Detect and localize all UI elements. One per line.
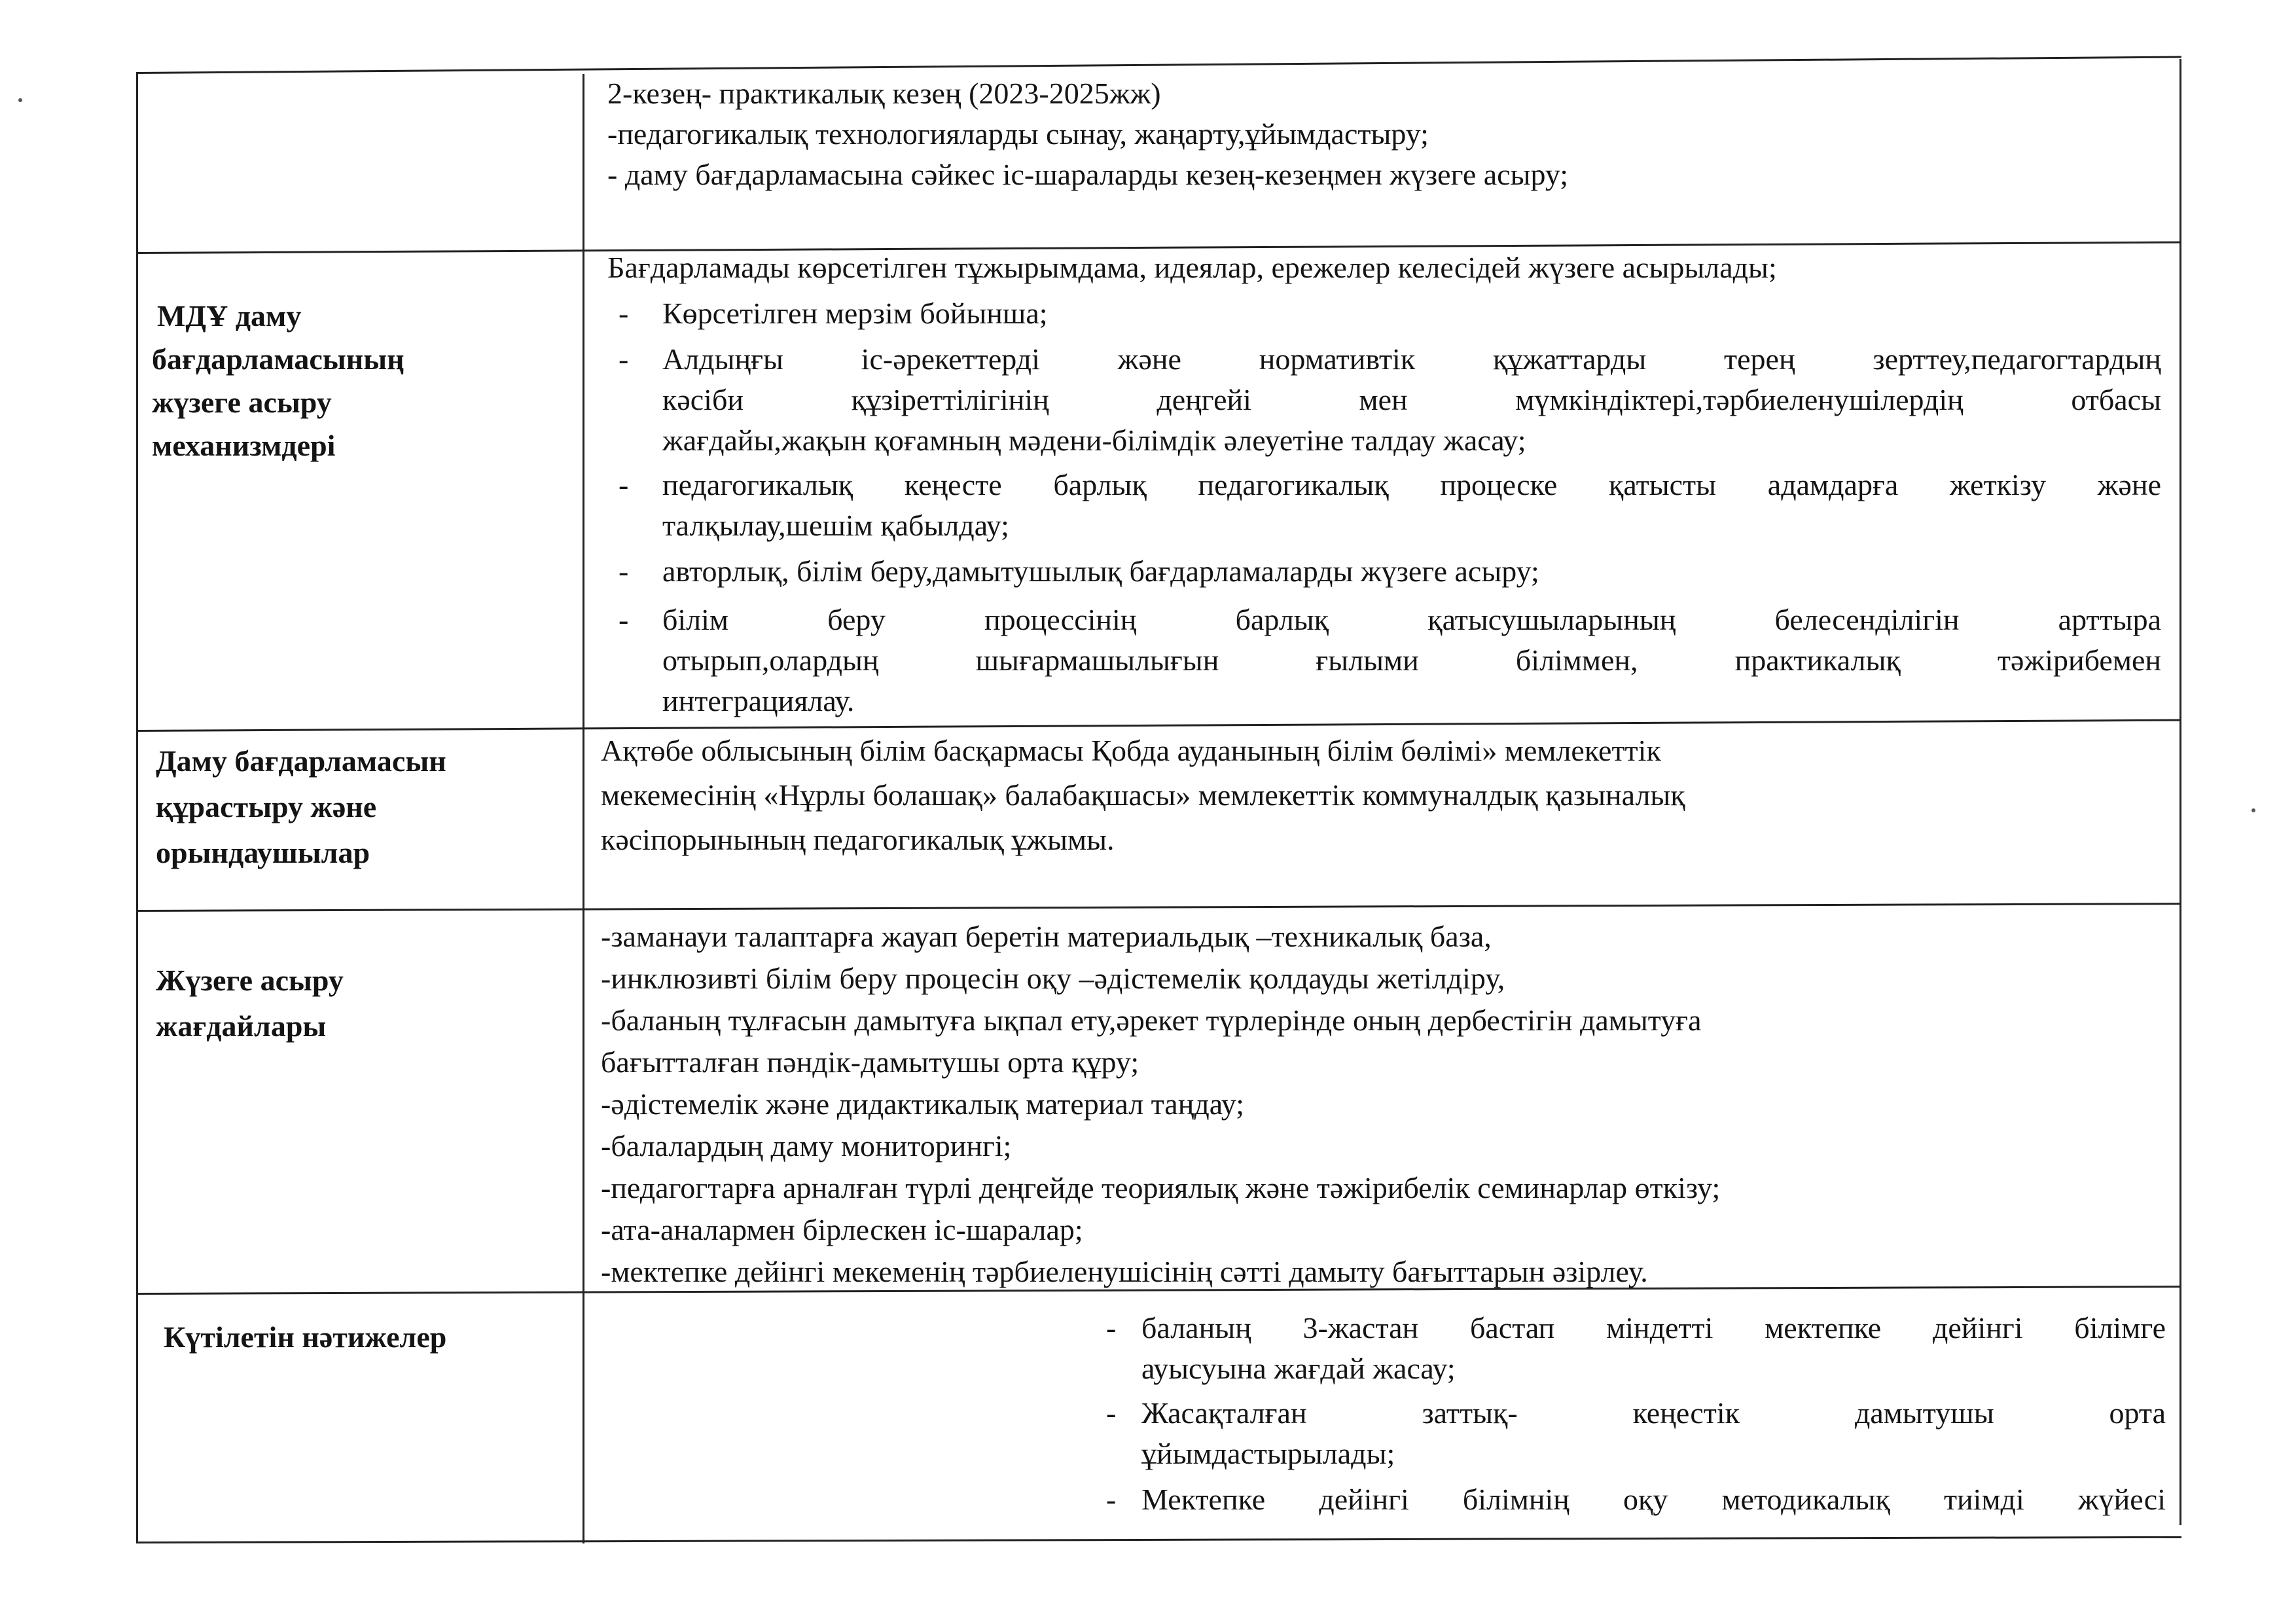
mechanisms-item: талқылау,шешім қабылдау;	[662, 509, 1009, 542]
conditions-line: -әдістемелік және дидактикалық материал таңдау;	[601, 1087, 1244, 1121]
developers-line: Ақтөбе облысының білім басқармасы Қобда ауданының білім бөлімі» мемлекеттік	[601, 734, 1661, 767]
list-dash: -	[1106, 1396, 1117, 1430]
mechanisms-item: білім беру процессінің барлық қатысушыларының белесенділігін арттыра	[662, 603, 2161, 636]
stage-2-line: -педагогикалық технологияларды сынау, жаңарту,ұйымдастыру;	[607, 117, 1429, 151]
stage-2-line: - даму бағдарламасына сәйкес іс-шараларды кезең-кезеңмен жүзеге асыру;	[607, 158, 1569, 191]
list-dash: -	[619, 342, 629, 376]
row-label-line: бағдарламасының	[152, 342, 404, 376]
row-label-line: механизмдері	[152, 429, 336, 462]
list-dash: -	[619, 297, 629, 330]
row-label-line: Даму бағдарламасын	[156, 744, 446, 778]
list-dash: -	[619, 554, 629, 588]
table-bottom-border	[136, 1536, 2181, 1543]
conditions-line: -мектепке дейінгі мекеменің тәрбиеленушісінің сәтті дамыту бағыттарын әзірлеу.	[601, 1255, 1648, 1288]
scan-speck	[18, 98, 22, 102]
row-label-line: Күтілетін нәтижелер	[164, 1320, 447, 1354]
mechanisms-item: жағдайы,жақын қоғамның мәдени-білімдік әлеуетіне талдау жасау;	[662, 424, 1526, 457]
row-label-line: МДҰ даму	[157, 299, 302, 333]
mechanisms-item: отырып,олардың шығармашылығын ғылыми біліммен, практикалық тәжірибемен	[662, 643, 2161, 677]
list-dash: -	[1106, 1311, 1117, 1344]
developers-line: кәсіпорынының педагогикалық ұжымы.	[601, 823, 1115, 856]
mechanisms-item: авторлық, білім беру,дамытушылық бағдарламаларды жүзеге асыру;	[662, 554, 1539, 588]
conditions-line: бағытталған пәндік-дамытушы орта құру;	[601, 1045, 1139, 1079]
list-dash: -	[619, 468, 629, 501]
row-label-line: Жүзеге асыру	[156, 964, 344, 997]
conditions-line: -ата-аналармен бірлескен іс-шаралар;	[601, 1213, 1083, 1246]
developers-line: мекемесінің «Нұрлы болашақ» балабақшасы» мемлекеттік коммуналдық қазыналық	[601, 778, 1685, 812]
row-label-line: құрастыру және	[156, 790, 377, 823]
mechanisms-item: Алдыңғы іс-әрекеттерді және нормативтік құжаттарды терең зерттеу,педагогтардың	[662, 342, 2161, 376]
conditions-line: -баланың тұлғасын дамытуға ықпал ету,әрекет түрлерінде оның дербестігін дамытуға	[601, 1003, 1702, 1037]
mechanisms-item: кәсіби құзіреттілігінің деңгейі мен мүмкіндіктері,тәрбиеленушілердің отбасы	[662, 383, 2161, 416]
table-left-border	[136, 74, 138, 1543]
list-dash: -	[1106, 1483, 1117, 1516]
expected-item: Мектепке дейінгі білімнің оқу методикалық тиімді жүйесі	[1141, 1483, 2166, 1516]
expected-item: ұйымдастырылады;	[1141, 1437, 1395, 1470]
mechanisms-item: педагогикалық кеңесте барлық педагогикалық процеске қатысты адамдарға жеткізу және	[662, 468, 2161, 501]
row-label-line: жағдайлары	[156, 1009, 327, 1043]
table-top-border	[136, 56, 2181, 74]
table-right-border	[2179, 59, 2181, 1525]
row-label-line: жүзеге асыру	[152, 386, 332, 419]
expected-item: баланың 3-жастан бастап міндетті мектепке дейінгі білімге	[1141, 1311, 2166, 1344]
row-divider	[136, 903, 2181, 912]
mechanisms-item: Көрсетілген мерзім бойынша;	[662, 297, 1048, 330]
scan-speck	[2251, 808, 2255, 812]
row-label-line: орындаушылар	[156, 836, 370, 869]
mechanisms-item: интеграциялау.	[662, 684, 855, 717]
conditions-line: -инклюзивті білім беру процесін оқу –әдістемелік қолдауды жетілдіру,	[601, 962, 1505, 995]
mechanisms-intro: Бағдарламады көрсетілген тұжырымдама, идеялар, ережелер келесідей жүзеге асырылады;	[607, 251, 1777, 284]
stage-2-line: 2-кезең- практикалық кезең (2023-2025жж)	[607, 77, 1161, 110]
expected-item: Жасақталған заттық- кеңестік дамытушы орта	[1141, 1396, 2166, 1430]
table-divider-column	[583, 74, 584, 1543]
conditions-line: -педагогтарға арналған түрлі деңгейде теориялық және тәжірибелік семинарлар өткізу;	[601, 1171, 1721, 1204]
list-dash: -	[619, 603, 629, 636]
conditions-line: -заманауи талаптарға жауап беретін материальдық –техникалық база,	[601, 920, 1492, 953]
expected-item: ауысуына жағдай жасау;	[1141, 1352, 1456, 1385]
conditions-line: -балалардың даму мониторингі;	[601, 1129, 1012, 1163]
